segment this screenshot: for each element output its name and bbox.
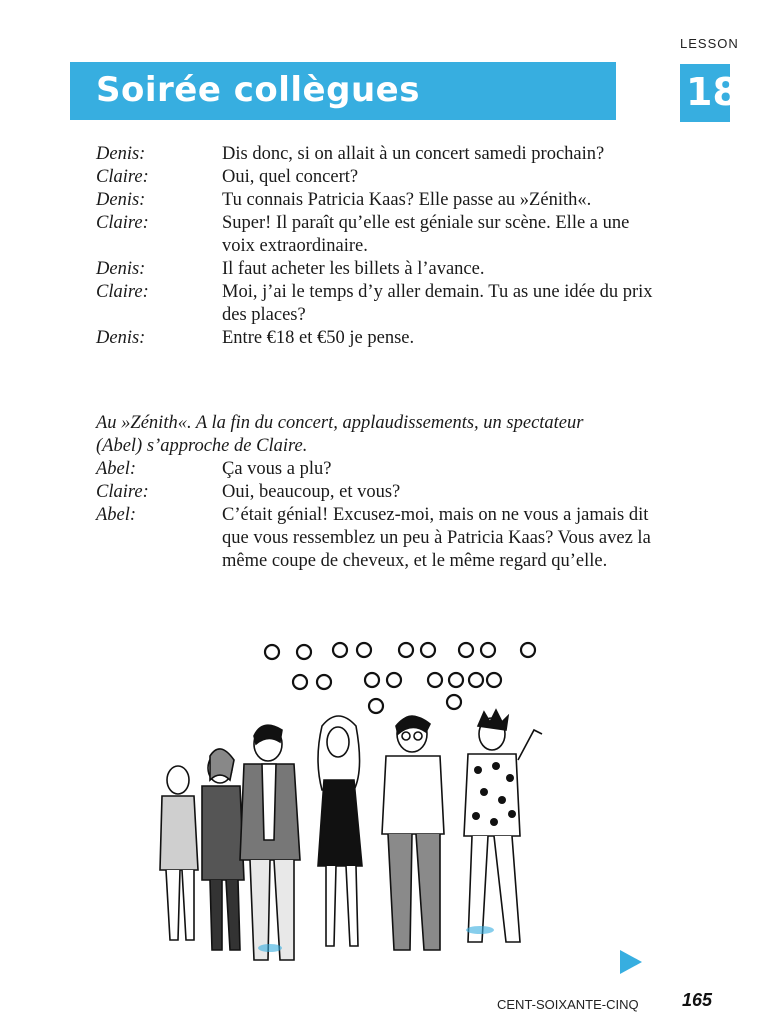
dialogue-line <box>96 258 656 281</box>
scene-narration: Au »Zénith«. A la fin du concert, applaudissements, un spectateur (Abel) s’approche de Claire. <box>96 413 584 456</box>
speaker-name: Denis: <box>96 190 146 210</box>
dialogue-line <box>96 327 656 350</box>
dialogue-line <box>96 189 656 212</box>
speaker-name: Claire: <box>96 213 149 233</box>
dialogue-line <box>96 504 656 573</box>
dialogue-line <box>96 166 656 189</box>
concert-crowd-illustration <box>150 630 560 980</box>
title-bar <box>70 62 616 120</box>
speech-text: Tu connais Patricia Kaas? Elle passe au »Zénith«. <box>222 190 592 210</box>
dialogue-block <box>96 143 656 350</box>
speaker-name: Abel: <box>96 505 137 525</box>
speech-text: Il faut acheter les billets à l’avance. <box>222 259 485 279</box>
speech-text: Moi, j’ai le temps d’y aller demain. Tu as une idée du prix des places? <box>222 282 653 325</box>
speaker-name: Denis: <box>96 328 146 348</box>
speaker-name: Claire: <box>96 282 149 302</box>
lesson-label: LESSON <box>680 36 739 51</box>
page-title: Soirée collègues <box>96 70 420 110</box>
speech-text: Ça vous a plu? <box>222 459 332 479</box>
applause-circles <box>265 643 535 713</box>
speech-text: Dis donc, si on allait à un concert samedi prochain? <box>222 144 605 164</box>
speech-text: Oui, beaucoup, et vous? <box>222 482 401 502</box>
dialogue-line <box>96 458 656 481</box>
speaker-name: Claire: <box>96 482 149 502</box>
page-number: 165 <box>682 990 713 1010</box>
dialogue-line <box>96 281 656 327</box>
speech-text: Entre €18 et €50 je pense. <box>222 328 415 348</box>
speech-text: Super! Il paraît qu’elle est géniale sur scène. Elle a une voix extraordinaire. <box>222 213 630 256</box>
dialogue-line <box>96 212 656 258</box>
lesson-number-box <box>680 64 739 122</box>
speaker-name: Claire: <box>96 167 149 187</box>
next-page-arrow-icon[interactable] <box>620 950 642 974</box>
speaker-name: Denis: <box>96 259 146 279</box>
dialogue-line <box>96 481 656 504</box>
page-number-words: CENT-SOIXANTE-CINQ <box>497 997 639 1012</box>
dialogue-block-2 <box>96 458 656 573</box>
lesson-number: 18 <box>686 70 739 114</box>
speech-text: C’était génial! Excusez-moi, mais on ne vous a jamais dit que vous ressemblez un peu à Patricia Kaas? Vous avez la même coupe de cheveux, et le même regard qu’elle. <box>222 505 651 571</box>
dialogue-line <box>96 143 656 166</box>
speech-text: Oui, quel concert? <box>222 167 359 187</box>
speaker-name: Abel: <box>96 459 137 479</box>
speaker-name: Denis: <box>96 144 146 164</box>
